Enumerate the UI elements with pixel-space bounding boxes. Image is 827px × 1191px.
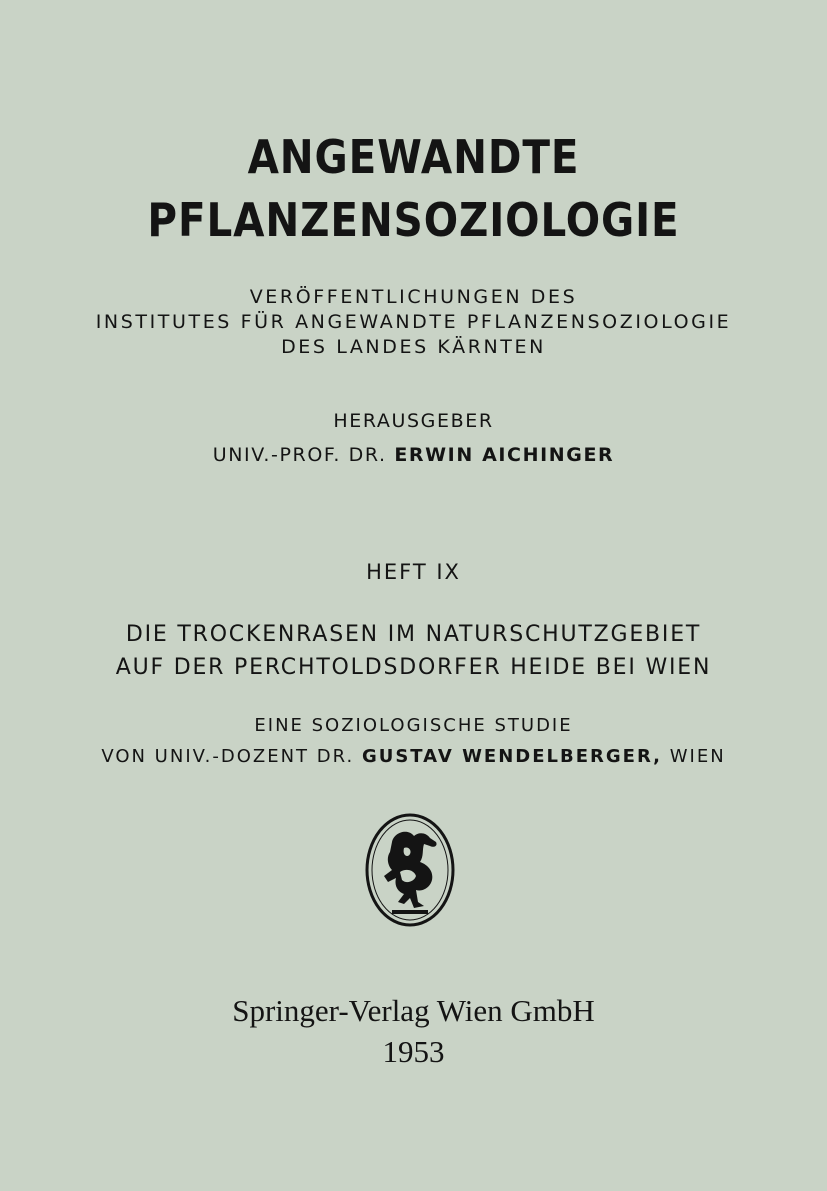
- volume-title-line1: DIE TROCKENRASEN IM NATURSCHUTZGEBIET: [125, 622, 702, 647]
- volume-title-line2: AUF DER PERCHTOLDSDORFER HEIDE BEI WIEN: [115, 655, 712, 680]
- author-prefix: VON UNIV.-DOZENT DR.: [101, 746, 355, 767]
- series-subtitle-line1: VERÖFFENTLICHUNGEN DES: [249, 286, 578, 308]
- publication-year: 1953: [382, 1034, 445, 1069]
- editor-name: ERWIN AICHINGER: [394, 444, 615, 466]
- volume-number: HEFT IX: [366, 560, 461, 584]
- series-subtitle-line2: INSTITUTES FÜR ANGEWANDTE PFLANZENSOZIOLOGIE: [95, 311, 732, 333]
- publisher-name: Springer-Verlag Wien GmbH: [232, 993, 595, 1028]
- author-line: [0, 746, 827, 767]
- series-title-line1: ANGEWANDTE: [247, 130, 580, 184]
- editor-title: UNIV.-PROF. DR.: [212, 444, 387, 466]
- editor-label: HERAUSGEBER: [333, 410, 494, 432]
- volume-subtitle: EINE SOZIOLOGISCHE STUDIE: [254, 715, 573, 736]
- author-name: GUSTAV WENDELBERGER,: [361, 746, 662, 767]
- author-city: WIEN: [669, 746, 726, 767]
- editor-line: [0, 444, 827, 466]
- series-title-line2: PFLANZENSOZIOLOGIE: [147, 193, 680, 247]
- series-subtitle-line3: DES LANDES KÄRNTEN: [281, 336, 546, 358]
- springer-horse-logo-icon: [364, 812, 456, 928]
